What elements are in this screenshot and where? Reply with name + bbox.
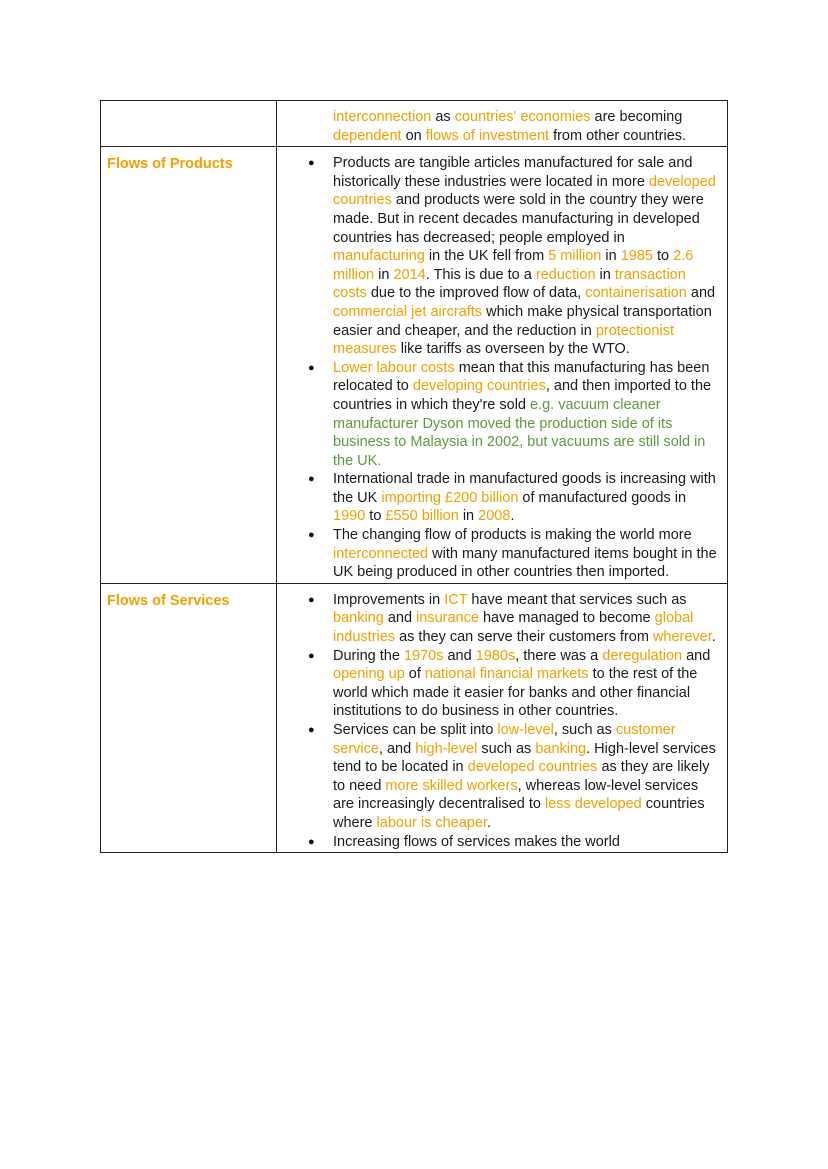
bullet-item <box>333 833 719 852</box>
body-text: in <box>458 508 479 525</box>
highlighted-term: ICT <box>444 591 468 608</box>
row-content <box>277 147 728 584</box>
highlighted-term: transaction costs <box>333 266 686 302</box>
highlighted-term: customer service <box>333 722 676 757</box>
highlighted-term: Lower labour costs <box>333 359 455 376</box>
body-text: which make physical transportation easier and cheaper, and the reduction in <box>333 303 712 339</box>
body-text: and products were sold in the country they were made. But in recent decades manufacturing in developed countries has decreased; people employed in <box>333 192 704 246</box>
body-text: have meant that services such as <box>467 591 687 608</box>
body-text: of manufactured goods in <box>518 489 687 506</box>
body-text: , and <box>378 740 416 757</box>
body-text: on <box>401 127 426 144</box>
body-text: as they can serve their customers from <box>395 629 653 646</box>
body-text: The changing flow of products is making the world more <box>333 527 692 544</box>
table-row <box>101 583 728 852</box>
body-text: to the rest of the world which made it easier for banks and other financial institutions to do business in other countries. <box>333 666 698 720</box>
body-text: with many manufactured items bought in the UK being produced in other countries then imported. <box>333 545 717 581</box>
body-text: mean that this manufacturing has been relocated to <box>333 359 710 395</box>
body-text: . High-level services tend to be located in <box>333 740 716 776</box>
highlighted-term: opening up <box>333 666 405 683</box>
body-text: and <box>383 610 417 627</box>
body-text: . <box>711 629 716 646</box>
body-text: such as <box>477 740 536 757</box>
body-text: Services can be split into <box>333 722 498 738</box>
row-content <box>277 583 728 852</box>
body-text: During the <box>333 647 404 664</box>
highlighted-term: less developed <box>544 796 642 813</box>
highlighted-term: 1970s <box>403 647 444 664</box>
body-text: have managed to become <box>478 610 655 627</box>
highlighted-term: labour is cheaper <box>376 814 487 831</box>
highlighted-term: wherever <box>652 629 712 646</box>
example-text: e.g. vacuum cleaner manufacturer Dyson moved the production side of its business to Malaysia in 2002, but vacuums are still sold in the UK. <box>333 396 706 469</box>
row-heading: Flows of Services <box>101 583 277 852</box>
body-text: to <box>652 248 674 265</box>
body-text: and <box>682 647 711 664</box>
highlighted-term: insurance <box>416 610 479 627</box>
highlighted-term: containerisation <box>585 285 687 302</box>
highlighted-term: countries' economies <box>454 109 591 125</box>
bullet-list <box>277 154 719 582</box>
highlighted-term: developing countries <box>412 378 546 395</box>
highlighted-term: national financial markets <box>424 666 589 683</box>
highlighted-term: 2.6 million <box>333 248 694 283</box>
highlighted-term: protectionist measures <box>333 322 674 358</box>
body-text: in <box>601 248 621 265</box>
body-text: Increasing flows of services makes the world <box>333 833 620 850</box>
bullet-item <box>333 591 719 647</box>
highlighted-term: banking <box>333 610 384 627</box>
table-row <box>101 101 728 147</box>
highlighted-term: interconnected <box>333 545 429 562</box>
body-text: , such as <box>553 722 616 738</box>
highlighted-term: 1980s <box>475 647 516 664</box>
highlighted-term: 5 million <box>548 248 602 265</box>
body-text: due to the improved flow of data, <box>366 285 586 302</box>
bullet-item <box>333 721 719 833</box>
notes-table <box>100 100 728 853</box>
highlighted-term: dependent <box>333 127 402 144</box>
highlighted-term: manufacturing <box>333 248 425 265</box>
highlighted-term: developed countries <box>333 173 716 209</box>
continuation-paragraph <box>277 108 719 145</box>
row-content <box>277 101 728 147</box>
highlighted-term: high-level <box>415 740 478 757</box>
highlighted-term: 1985 <box>620 248 653 265</box>
highlighted-term: 1990 <box>333 508 366 525</box>
body-text: like tariffs as overseen by the WTO. <box>396 341 630 358</box>
body-text: in <box>595 266 615 283</box>
highlighted-term: £550 billion <box>385 508 459 525</box>
highlighted-term: low-level <box>497 722 554 738</box>
body-text: Improvements in <box>333 591 445 608</box>
highlighted-term: 2008 <box>478 508 511 525</box>
highlighted-term: global industries <box>333 610 694 646</box>
highlighted-term: reduction <box>535 266 596 283</box>
row-heading <box>101 101 277 147</box>
body-text: to <box>365 508 386 525</box>
highlighted-term: more skilled workers <box>385 777 518 794</box>
body-text: , there was a <box>515 647 603 664</box>
highlighted-term: commercial jet aircrafts <box>333 303 483 320</box>
highlighted-term: 2014 <box>393 266 426 283</box>
body-text: in the UK fell from <box>424 248 549 265</box>
bullet-item <box>333 359 719 471</box>
body-text: as <box>431 109 455 125</box>
body-text: countries where <box>333 796 705 831</box>
body-text: in <box>374 266 394 283</box>
body-text: , whereas low-level services are increasingly decentralised to <box>333 777 699 813</box>
body-text: . <box>510 508 515 525</box>
bullet-item <box>333 470 719 526</box>
body-text: , and then imported to the countries in which they're sold <box>333 378 712 413</box>
body-text: . This is due to a <box>425 266 536 283</box>
body-text: are becoming <box>590 109 683 125</box>
highlighted-term: flows of investment <box>425 127 550 144</box>
highlighted-term: developed countries <box>467 759 598 776</box>
bullet-item <box>333 154 719 359</box>
bullet-item <box>333 647 719 721</box>
body-text: as they are likely to need <box>333 759 710 794</box>
body-text: and <box>686 285 716 302</box>
highlighted-term: deregulation <box>602 647 683 664</box>
bullet-list <box>277 591 719 851</box>
bullet-item <box>333 526 719 582</box>
body-text: from other countries. <box>549 127 687 144</box>
row-heading: Flows of Products <box>101 147 277 584</box>
body-text: International trade in manufactured goods is increasing with the UK <box>333 471 716 506</box>
highlighted-term: importing £200 billion <box>381 489 519 506</box>
table-row <box>101 147 728 584</box>
body-text: and <box>443 647 476 664</box>
highlighted-term: banking <box>535 740 587 757</box>
body-text: of <box>404 666 425 683</box>
body-text: . <box>486 814 491 831</box>
highlighted-term: interconnection <box>333 109 432 125</box>
body-text: Products are tangible articles manufactured for sale and historically these industries were located in more <box>333 155 693 190</box>
